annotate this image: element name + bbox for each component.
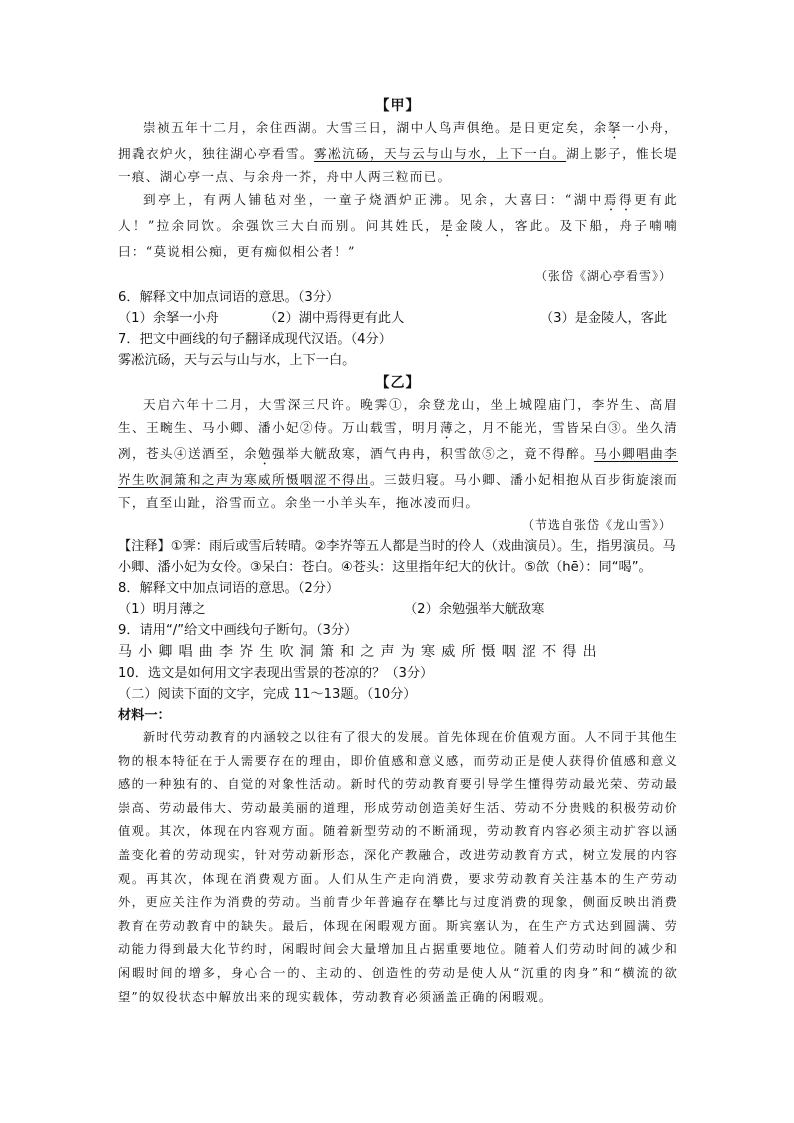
text-span: 之，月不能光，雪皆呆白③。坐久清冽，苍头④送酒至，余 [118, 420, 678, 461]
question-9: 9．请用“/”给文中画线句子断句。（3分） [118, 623, 358, 638]
yi-heading: 【乙】 [375, 375, 421, 391]
question-7-sentence: 雾凇沆砀，天与云与山与水，上下一白。 [118, 353, 356, 368]
q8-item-2: （2）余勉强举大觥敌寒 [404, 602, 545, 617]
question-8: 8．解释文中加点词语的意思。（2分） [118, 581, 340, 596]
dotted-word: 焉得 [603, 192, 634, 207]
question-6-items [118, 308, 678, 329]
text-span: 湖上影子，惟长堤一痕、湖心亭一点、与余舟一芥，舟中人两三粒而已。 [118, 146, 679, 184]
notes: 【注释】①霁：雨后或雪后转晴。②李岕等五人都是当时的伶人（戏曲演员）。生，指男演员。马小卿、潘小妃为女伶。③呆白：苍白。④苍头：这里指年纪大的伙计。⑤欱（hē）：同“喝”。 [118, 539, 676, 575]
material-1-body: 新时代劳动教育的内涵较之以往有了很大的发展。首先体现在价值观方面。人不同于其他生物的根本特征在于人需要存在的理由，即价值感和意义感，而劳动正是使人获得价值感和意义感的一种独有的、自觉的对象性活动。新时代的劳动教育要引导学生懂得劳动最光荣、劳动最崇高、劳动最伟大、劳动最美丽的道理，形成劳动创造美好生活、劳动不分贵贱的积极劳动价值观。其次，体现在内容观方面。随着新型劳动的不断涌现，劳动教育内容必须主动扩容以涵盖变化着的劳动现实，针对劳动新形态，深化产教融合，改进劳动教育方式，树立发展的内容观。再其次，体现在消费观方面。人们从生产走向消费，要求劳动教育关注基本的生产劳动外，更应关注作为消费的劳动。当前青少年普遍存在攀比与过度消费的现象，侧面反映出消费教育在劳动教育中的缺失。最后，体现在闲暇观方面。斯宾塞认为，在生产方式达到圆满、劳动能力得到最大化节约时，闲暇时间会大量增加且占据重要地位。随着人们劳动时间的减少和闲暇时间的增多，身心合一的、主动的、创造性的劳动是使人从“沉重的肉身”和“横流的欲望”的奴役状态中解放出来的现实载体，劳动教育必须涵盖正确的闲暇观。 [118, 730, 678, 1004]
question-8-items [118, 599, 678, 620]
jia-paragraph-1 [118, 116, 678, 188]
q6-item-1: （1）余拏一小舟 [118, 311, 219, 326]
question-9-sentence: 马小卿唱曲李岕生吹洞箫和之声为寒威所慑咽涩不得出 [118, 644, 603, 660]
question-10: 10．选文是如何用文字表现出雪景的苍凉的？（3分） [118, 666, 434, 681]
jia-source: （张岱《湖心亭看雪》） [534, 269, 672, 283]
jia-heading: 【甲】 [375, 98, 421, 114]
text-span: 更有此人！”拉余同饮。余强饮三大白而别。问其姓氏， [118, 192, 678, 233]
dotted-word: 薄 [440, 420, 455, 435]
yi-source: （节选自张岱《龙山雪》） [521, 518, 672, 532]
yi-paragraph [118, 393, 678, 514]
q8-item-1: （1）明月薄之 [118, 602, 206, 617]
dotted-word: 是 [440, 218, 456, 233]
q6-item-2: （2）湖中焉得更有此人 [264, 311, 405, 326]
text-span: 。三鼓归寝。马小卿、潘小妃相抱从百步街旋滚而下，直至山趾，浴雪而立。余坐一小羊头车，拖冰凌而归。 [118, 472, 678, 510]
material-1-title: 材料一： [118, 708, 171, 723]
dotted-word: 勉 [258, 446, 273, 461]
text-span: 崇祯五年十二月，余住西湖。大雪三日，湖中人鸟声俱绝。是日更定矣，余 [143, 120, 608, 135]
content [118, 96, 678, 1009]
underlined-sentence: 雾凇沆砀，天与云与山与水，上下一白。 [314, 146, 567, 161]
dotted-word: 拏 [607, 120, 622, 135]
question-7: 7．把文中画线的句子翻译成现代汉语。（4分） [118, 332, 392, 347]
question-6: 6．解释文中加点词语的意思。（3分） [118, 290, 340, 305]
jia-paragraph-2 [118, 188, 678, 263]
underlined-sentence: 马小卿唱曲李岕生吹洞箫和之声为寒威所慑咽涩不得出 [118, 446, 678, 487]
part-2-heading: （二）阅读下面的文字，完成 11～13题。（10分） [118, 687, 417, 702]
text-span: 金陵人，客此。及下船，舟子喃喃曰：“莫说相公痴，更有痴似相公者！” [118, 218, 679, 259]
text-span: 一小舟，拥毳衣炉火，独往湖心亭看雪。 [118, 120, 679, 161]
text-span: 到亭上，有两人铺毡对坐，一童子烧酒炉正沸。见余，大喜曰：“湖中 [143, 192, 604, 207]
text-span: 强举大觥敌寒，酒气冉冉，积雪欱⑤之，竟不得醉。 [272, 446, 595, 461]
text-span: 天启六年十二月，大雪深三尺许。晚霁①，余登龙山，坐上城隍庙门，李岕生、高眉生、王畹生、马小卿、潘小妃②侍。万山载雪，明月 [118, 397, 678, 435]
q6-item-3: （3）是金陵人，客此 [540, 311, 668, 326]
